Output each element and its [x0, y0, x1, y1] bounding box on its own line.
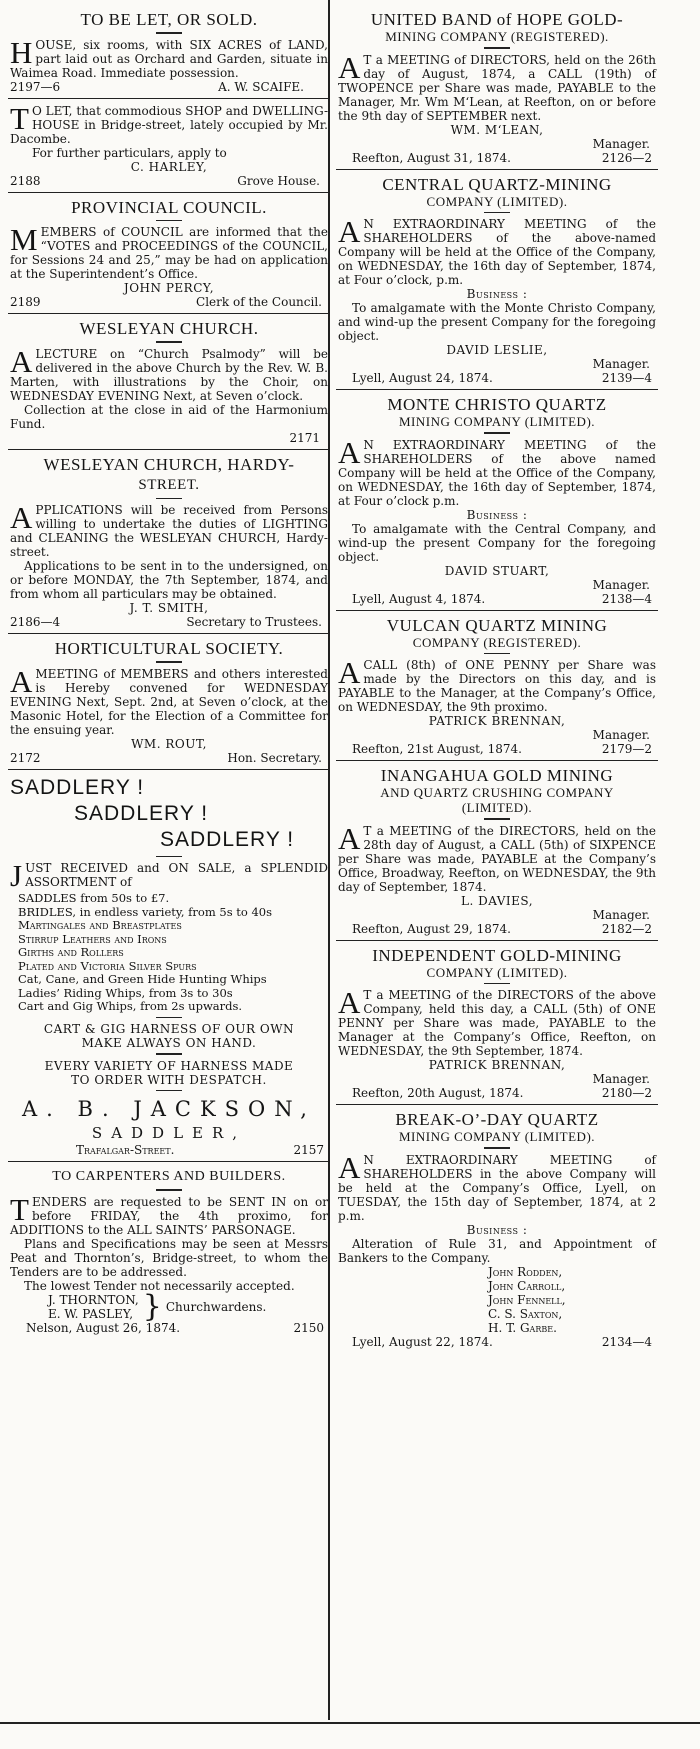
divider — [156, 1189, 182, 1191]
ad-role: Churchwardens. — [165, 1299, 267, 1314]
ad-signature: C. HARLEY, — [130, 159, 208, 174]
ad-number: 2126—2 — [601, 150, 652, 165]
ad-business-text: To amalgamate with the Monte Christo Company, and wind-up the present Company for the foregoing object. — [338, 301, 656, 343]
ad-body: AMEETING of MEMBERS and others interested is Hereby convened for WEDNESDAY EVENING Next, Sept. 2nd, at Seven o’clock, at the Masonic Hotel, for the Election of a Committee for the ensuing year. — [10, 663, 328, 737]
ad-united-band-of-hope — [336, 10, 658, 170]
ad-signature: L. DAVIES, — [460, 893, 534, 908]
ad-subtitle: COMPANY (LIMITED). — [426, 193, 568, 209]
ad-to-let-or-sold — [8, 10, 330, 99]
ad-place: Reefton, 21st August, 1874. — [352, 742, 522, 756]
ad-place: Nelson, August 26, 1874. — [26, 1320, 181, 1335]
ad-place: Lyell, August 4, 1874. — [352, 591, 486, 606]
harness-line: EVERY VARIETY OF HARNESS MADE — [44, 1058, 294, 1073]
ad-carpenters-builders — [8, 1167, 330, 1339]
ad-title: UNITED BAND of HOPE GOLD- — [370, 10, 624, 29]
ad-number: 2171 — [289, 430, 320, 445]
ad-number: 2134—4 — [601, 1334, 652, 1349]
divider — [156, 32, 182, 34]
signer: J. THORNTON, — [48, 1292, 139, 1307]
ad-title: BREAK-O’-DAY QUARTZ — [395, 1110, 599, 1129]
ad-monte-christo — [336, 395, 658, 611]
list-item: Martingales and Breastplates — [18, 918, 182, 932]
ad-title: TO BE LET, OR SOLD. — [80, 10, 258, 29]
saddlery-heading-1: SADDLERY ! — [10, 775, 145, 799]
ad-signature: JOHN PERCY, — [123, 281, 215, 295]
ad-subtitle: MINING COMPANY (LIMITED). — [398, 1129, 596, 1144]
ad-signature: WM. ROUT, — [131, 736, 207, 751]
ad-body: AN EXTRAORDINARY MEETING of the SHAREHOLDERS of the above named Company will be held at the Office of the Company, on WEDNESDAY, the 16th day of September, 1874, at Four o’clock p.m. — [338, 434, 656, 508]
ad-number: 2139—4 — [601, 371, 652, 385]
ad-role: Hon. Secretary. — [227, 750, 322, 765]
ad-body: ALECTURE on “Church Psalmody” will be delivered in the above Church by the Rev. W. B. Marten, with illustrations by the Choir, on WEDNESDAY EVENING Next, at Seven o’clock. — [10, 343, 328, 403]
list-item: Stirrup Leathers and Irons — [18, 931, 167, 946]
ad-role: Manager. — [592, 907, 650, 922]
saddlery-heading-2: SADDLERY ! — [74, 801, 209, 825]
ad-wesleyan-church — [8, 319, 330, 450]
ad-number: 2189 — [10, 295, 41, 309]
saddler-street: Trafalgar-Street. — [76, 1143, 175, 1157]
ad-business-text: Alteration of Rule 31, and Appointment of Bankers to the Company. — [338, 1236, 656, 1265]
churchwardens-block — [10, 1288, 328, 1324]
right-column — [336, 8, 658, 1358]
harness-line: MAKE ALWAYS ON HAND. — [81, 1036, 257, 1050]
saddler-trade: SADDLER, — [91, 1124, 247, 1142]
ad-break-o-day — [336, 1110, 658, 1353]
divider — [156, 1090, 182, 1092]
ad-title: CENTRAL QUARTZ-MINING — [382, 174, 612, 194]
ad-body: ACALL (8th) of ONE PENNY per Share was made by the Directors on this day, and is PAYABLE to the Manager, at the Company’s Office, on WEDNESDAY, the 9th proximo. — [338, 655, 656, 714]
ad-subtitle: MINING COMPANY (LIMITED). — [398, 414, 596, 429]
ad-title: PROVINCIAL COUNCIL. — [71, 197, 267, 217]
ad-role: Manager. — [592, 728, 650, 742]
ad-body: TENDERS are requested to be SENT IN on or before FRIDAY, the 4th proximo, for ADDITIONS to the ALL SAINTS’ PARSONAGE. — [10, 1191, 328, 1237]
ad-number: 2157 — [293, 1143, 324, 1157]
ad-role: Manager. — [592, 577, 650, 592]
ad-business-text: To amalgamate with the Central Company, and wind-up the present Company for the foregoing object. — [338, 521, 656, 564]
bottom-rule — [0, 1722, 700, 1724]
ad-place: Reefton, August 31, 1874. — [352, 150, 511, 165]
divider — [484, 818, 510, 820]
ad-independent-gold — [336, 946, 658, 1106]
ad-body: HOUSE, six rooms, with SIX ACRES of LAND, part laid out as Orchard and Garden, situate in Waimea Road. Immediate possession. — [10, 34, 328, 80]
ad-business-label: Business : — [466, 287, 528, 301]
ad-inangahua — [336, 766, 658, 941]
ad-role: Clerk of the Council. — [196, 295, 322, 309]
left-column — [8, 8, 330, 1344]
ad-number: 2138—4 — [601, 591, 652, 606]
ad-central-quartz — [336, 175, 658, 391]
ad-signature: A. W. SCAIFE. — [218, 79, 304, 94]
list-item: BRIDLES, in endless variety, from 5s to 40s — [18, 904, 273, 919]
divider — [156, 661, 182, 663]
ad-body: JUST RECEIVED and ON SALE, a SPLENDID ASSORTMENT of — [10, 858, 328, 893]
divider — [484, 983, 510, 985]
ad-title: INANGAHUA GOLD MINING — [380, 766, 614, 785]
signer: C. S. Saxton, — [488, 1306, 563, 1321]
ad-lowest: The lowest Tender not necessarily accepted. — [24, 1278, 295, 1293]
harness-line: TO ORDER WITH DESPATCH. — [71, 1072, 267, 1087]
brace: } — [142, 1288, 162, 1324]
ad-subtitle: COMPANY (LIMITED). — [426, 964, 568, 980]
ad-plans: Plans and Specifications may be seen at Messrs Peat and Thornton’s, Bridge-street, to whom the Tenders are to be addressed. — [10, 1236, 328, 1279]
ad-number: 2179—2 — [601, 742, 652, 756]
ad-place: Lyell, August 22, 1874. — [352, 1334, 493, 1349]
divider — [484, 1147, 510, 1149]
ad-subtitle: MINING COMPANY (REGISTERED). — [385, 29, 609, 44]
divider — [484, 212, 510, 214]
signer: John Rodden, — [488, 1264, 563, 1279]
signer: John Fennell, — [488, 1292, 566, 1307]
ad-body: AT a MEETING of the DIRECTORS of the above Company, held this day, a CALL (5th) of ONE PENNY per Share was made, PAYABLE to the Manager at the Company’s Office, Reefton, on WEDNESDAY, the 9th September, 1874. — [338, 985, 656, 1058]
ad-body: MEMBERS of COUNCIL are informed that the “VOTES and PROCEEDINGS of the COUNCIL, for Sessions 24 and 25,” may be had on application at the Superintendent’s Office. — [10, 222, 328, 281]
signer: E. W. PASLEY, — [48, 1306, 134, 1321]
divider — [156, 220, 182, 222]
divider — [484, 432, 510, 434]
ad-title: HORTICULTURAL SOCIETY. — [54, 639, 284, 658]
ad-title: WESLEYAN CHURCH, HARDY- — [43, 454, 295, 474]
saddlery-items — [18, 892, 328, 1014]
ad-title-2: STREET. — [138, 476, 200, 493]
ad-subtitle: AND QUARTZ CRUSHING COMPANY — [380, 785, 614, 800]
ad-body: AN EXTRAORDINARY MEETING of SHAREHOLDERS in the above Company will be held at the Company’s Office, Lyell, on TUESDAY, the 15th day of September, 1874, at 2 p.m. — [338, 1149, 656, 1223]
ad-body-2: Applications to be sent in to the undersigned, on or before MONDAY, the 7th September, 1874, and from whom all particulars may be obtained. — [10, 559, 328, 601]
ad-signature: J. T. SMITH, — [129, 601, 209, 615]
list-item: SADDLES from 50s to £7. — [18, 891, 170, 905]
ad-signature: DAVID STUART, — [444, 563, 550, 578]
divider — [156, 341, 182, 343]
ad-signature: WM. M‘LEAN, — [450, 122, 544, 137]
list-item: Plated and Victoria Silver Spurs — [18, 958, 197, 973]
saddlery-heading-3: SADDLERY ! — [160, 827, 295, 851]
ad-role: Manager. — [592, 1072, 650, 1086]
ad-signature: DAVID LESLIE, — [446, 343, 548, 357]
ad-vulcan-quartz — [336, 616, 658, 762]
ad-body: AN EXTRAORDINARY MEETING of the SHAREHOLDERS of the above-named Company will be held at the Office of the Company, on WEDNESDAY, the 16th day of September, 1874, at Four o’clock, p.m. — [338, 214, 656, 287]
ad-signature: PATRICK BRENNAN, — [428, 714, 566, 728]
ad-role: Manager. — [592, 136, 650, 151]
ad-number: 2197—6 — [10, 79, 61, 94]
divider — [484, 47, 510, 49]
divider — [156, 1053, 182, 1055]
ad-address: Grove House. — [237, 173, 320, 188]
ad-body: AT a MEETING of DIRECTORS, held on the 26th day of August, 1874, a CALL (19th) of TWOPENCE per Share was made, PAYABLE to the Manager, Mr. Wm M‘Lean, at Reefton, on or before the 9th day of SEPTEMBER next. — [338, 49, 656, 123]
ad-role: Manager. — [592, 357, 650, 371]
ad-further: For further particulars, apply to — [32, 145, 227, 160]
ad-body: APPLICATIONS will be received from Persons willing to undertake the duties of LIGHTING and CLEANING the WESLEYAN CHURCH, Hardy-street. — [10, 500, 328, 559]
ad-number: 2188 — [10, 173, 41, 188]
ad-title: MONTE CHRISTO QUARTZ — [387, 395, 607, 414]
ad-subtitle: COMPANY (REGISTERED). — [412, 634, 582, 650]
list-item: Ladies’ Riding Whips, from 3s to 30s — [18, 985, 233, 1000]
ad-title: VULCAN QUARTZ MINING — [386, 615, 608, 635]
ad-title: INDEPENDENT GOLD-MINING — [372, 945, 622, 965]
divider — [156, 498, 182, 500]
ad-number: 2186—4 — [10, 615, 61, 629]
ad-title: TO CARPENTERS AND BUILDERS. — [52, 1169, 286, 1184]
list-item: Girths and Rollers — [18, 945, 124, 959]
ad-role: Secretary to Trustees. — [186, 615, 322, 629]
ad-horticultural-society — [8, 639, 330, 770]
ad-place: Reefton, 20th August, 1874. — [352, 1086, 524, 1100]
divider — [484, 653, 510, 655]
ad-title: WESLEYAN CHURCH. — [79, 319, 259, 338]
signer: John Carroll, — [488, 1278, 566, 1293]
ad-number: 2172 — [10, 750, 41, 765]
ad-number: 2150 — [293, 1320, 324, 1335]
ad-place: Lyell, August 24, 1874. — [352, 371, 493, 385]
divider — [156, 856, 182, 858]
ad-signature: PATRICK BRENNAN, — [428, 1058, 566, 1072]
ad-body: AT a MEETING of the DIRECTORS, held on the 28th day of August, a CALL (5th) of SIXPENCE per Share was made, PAYABLE at the Company’s Office, Broadway, Reefton, on WEDNESDAY, the 9th day of September, 1874. — [338, 820, 657, 894]
list-item: Cart and Gig Whips, from 2s upwards. — [18, 999, 243, 1013]
ad-number: 2182—2 — [601, 921, 652, 936]
divider — [156, 1017, 182, 1019]
ad-collection: Collection at the close in aid of the Harmonium Fund. — [10, 402, 328, 431]
ad-number: 2180—2 — [601, 1086, 652, 1100]
harness-line: CART & GIG HARNESS OF OUR OWN — [43, 1022, 295, 1036]
signer: H. T. Garbe. — [488, 1320, 557, 1335]
list-item: Cat, Cane, and Green Hide Hunting Whips — [18, 972, 267, 986]
ad-provincial-council — [8, 198, 330, 315]
ad-subtitle-2: (LIMITED). — [461, 800, 533, 815]
ad-wesleyan-hardy-street — [8, 455, 330, 635]
ad-body: TO LET, that commodious SHOP and DWELLING-HOUSE in Bridge-street, lately occupied by Mr. Dacombe. — [10, 100, 328, 146]
signers-list — [338, 1265, 656, 1335]
ad-place: Reefton, August 29, 1874. — [352, 921, 511, 936]
ad-to-let-shop — [8, 100, 330, 193]
saddler-name: A. B. JACKSON, — [22, 1097, 316, 1121]
ad-business-label: Business : — [466, 507, 528, 522]
ad-saddlery — [8, 775, 330, 1163]
ad-business-label: Business : — [466, 1222, 528, 1237]
